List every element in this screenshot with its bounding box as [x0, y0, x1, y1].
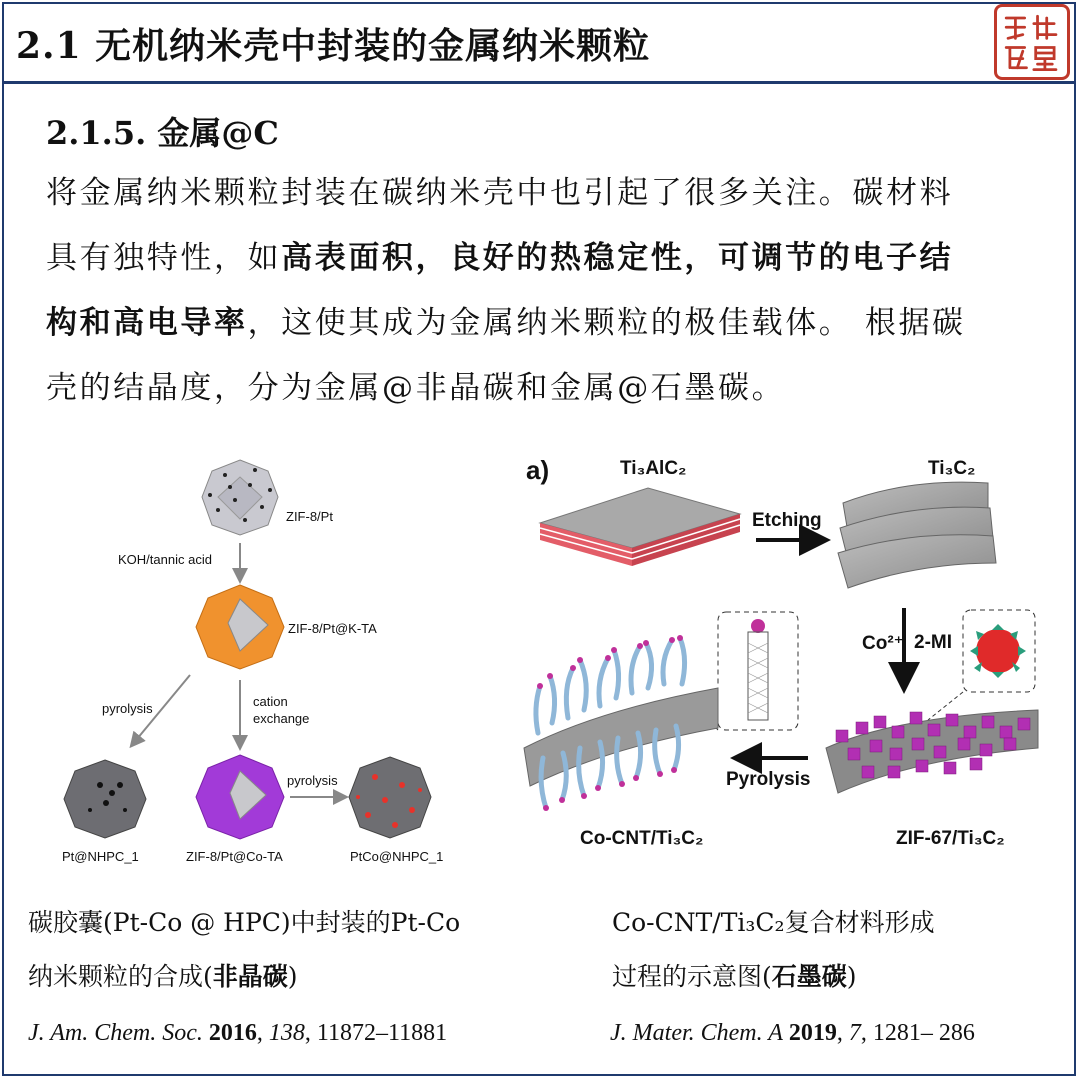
label-2mi: 2-MI	[914, 632, 952, 653]
ref-left-volume: 138	[268, 1020, 305, 1046]
label-ti3c2: Ti₃C₂	[928, 458, 976, 479]
label-ti3alc2: Ti₃AlC₂	[620, 458, 687, 479]
reference-left: J. Am. Chem. Soc. 2016, 138, 11872–11881	[28, 1020, 448, 1046]
label-zif8-pt-kta: ZIF-8/Pt@K-TA	[288, 621, 377, 636]
co-cnt-ti3c2-sheet	[524, 635, 718, 811]
zif67-crystal-inset	[970, 624, 1026, 678]
body-line-3-text: ，这使其成为金属纳米颗粒的极佳载体。 根据碳	[247, 305, 966, 341]
body-line-2-bold: 高表面积，良好的热稳定性，可调节的电子结	[281, 240, 954, 276]
synthesis-scheme-figure	[40, 455, 470, 875]
ref-left-journal: J. Am. Chem. Soc.	[28, 1020, 203, 1046]
label-pyrolysis-left: pyrolysis	[102, 701, 153, 716]
caption-right-line-2-c: )	[846, 962, 857, 991]
label-co2: Co²⁺	[862, 633, 904, 654]
zif8-pt-co-ta-polyhedron	[196, 755, 284, 839]
label-exchange: exchange	[253, 711, 310, 726]
seal-glyphs	[997, 7, 1067, 77]
body-line-2-text: 具有独特性，如	[46, 240, 282, 276]
ref-right-journal: J. Mater. Chem. A	[610, 1020, 783, 1046]
reference-right: J. Mater. Chem. A 2019, 7, 1281– 286	[610, 1020, 975, 1046]
caption-left-line-2-bold: 非晶碳	[212, 962, 288, 991]
label-pt-nhpc: Pt@NHPC_1	[62, 849, 139, 864]
ref-left-year: 2016	[208, 1020, 257, 1046]
caption-left-line-2-c: )	[287, 962, 298, 991]
ref-right-pages: , 1281– 286	[860, 1020, 975, 1046]
label-etching: Etching	[752, 510, 822, 531]
label-co-cnt-ti3c2: Co-CNT/Ti₃C₂	[580, 828, 704, 849]
caption-right-line-2-bold: 石墨碳	[771, 962, 847, 991]
ti3c2-sheets	[838, 482, 996, 588]
label-zif67-ti3c2: ZIF-67/Ti₃C₂	[896, 828, 1005, 849]
caption-left-line-2	[28, 964, 298, 989]
zif67-ti3c2-sheet	[826, 710, 1038, 793]
ref-left-pages: , 11872–11881	[304, 1020, 448, 1046]
label-ptco-nhpc: PtCo@NHPC_1	[350, 849, 444, 864]
body-line-1: 将金属纳米颗粒封装在碳纳米壳中也引起了很多关注。碳材料	[46, 175, 954, 211]
ref-right-volume: 7	[848, 1020, 861, 1046]
label-cation: cation	[253, 694, 288, 709]
caption-left-line-2-a: 纳米颗粒的合成(	[28, 962, 213, 991]
label-zif8-pt: ZIF-8/Pt	[286, 509, 333, 524]
label-koh-tannic: KOH/tannic acid	[118, 552, 212, 567]
zif8-pt-polyhedron	[202, 460, 278, 535]
ti3alc2-layered-block	[540, 488, 740, 566]
label-pyrolysis-right: pyrolysis	[287, 773, 338, 788]
body-line-3-bold: 构和高电导率	[46, 305, 248, 341]
section-heading: 2.1.5. 金属@C	[46, 114, 279, 152]
slide-title: 2.1 无机纳米壳中封装的金属纳米颗粒	[16, 25, 651, 67]
label-zif8-pt-co-ta: ZIF-8/Pt@Co-TA	[186, 849, 283, 864]
pt-nhpc-particle	[64, 760, 146, 838]
caption-right-line-2	[612, 964, 857, 989]
label-pyrolysis: Pyrolysis	[726, 769, 811, 790]
caption-right-line-2-a: 过程的示意图(	[612, 962, 772, 991]
caption-left-line-1: 碳胶囊(Pt-Co @ HPC)中封装的Pt-Co	[28, 908, 461, 937]
body-line-4: 壳的结晶度，分为金属@非晶碳和金属@石墨碳。	[46, 370, 786, 406]
caption-right-line-1: Co-CNT/Ti₃C₂复合材料形成	[612, 908, 935, 937]
slide-header	[2, 2, 1076, 84]
body-line-2	[46, 240, 1036, 276]
brand-seal-logo	[994, 4, 1070, 80]
panel-label: a)	[526, 455, 550, 485]
ref-right-year: 2019	[788, 1020, 837, 1046]
ptco-nhpc-particle	[349, 757, 431, 838]
zif8-pt-kta-polyhedron	[196, 585, 284, 669]
body-line-3	[46, 305, 1036, 341]
cnt-inset-tube	[748, 619, 768, 720]
